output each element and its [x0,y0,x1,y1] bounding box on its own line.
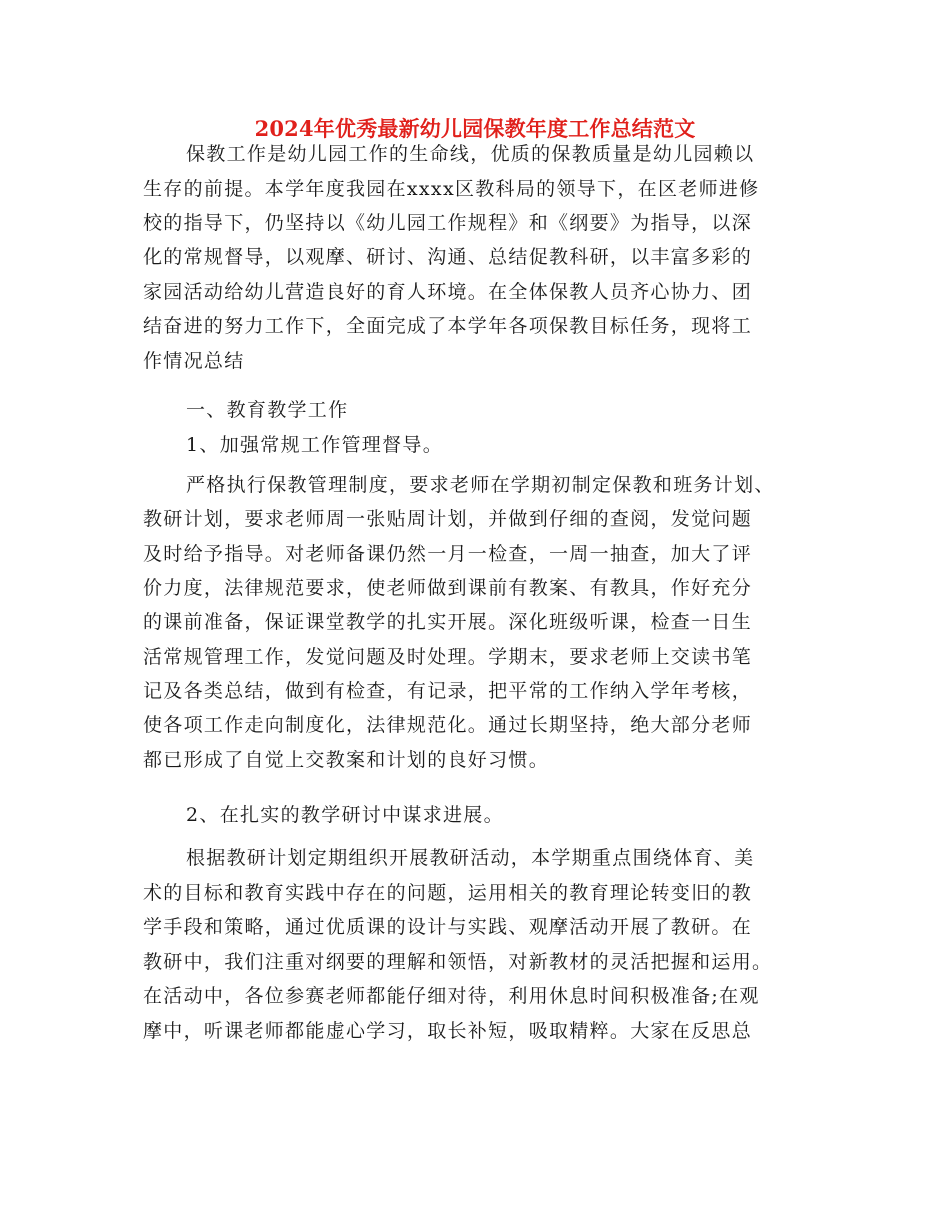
paragraph-line: 严格执行保教管理制度，要求老师在学期初制定保教和班务计划、 [186,474,775,496]
paragraph-line: 价力度，法律规范要求，使老师做到课前有教案、有教具，作好充分 [143,577,753,599]
paragraph-line: 根据教研计划定期组织开展教研活动，本学期重点围绕体育、美 [186,847,755,869]
paragraph-line: 生存的前提。本学年度我园在xxxx区教科局的领导下，在区老师进修 [143,178,760,200]
paragraph-line: 在活动中，各位参赛老师都能仔细对待，利用休息时间积极准备;在观 [143,985,760,1007]
paragraph-line: 家园活动给幼儿营造良好的育人环境。在全体保教人员齐心协力、团 [143,281,753,303]
paragraph-line: 使各项工作走向制度化，法律规范化。通过长期坚持，绝大部分老师 [143,714,753,736]
paragraph-line: 校的指导下，仍坚持以《幼儿园工作规程》和《纲要》为指导，以深 [143,212,753,234]
paragraph-line: 学手段和策略，通过优质课的设计与实践、观摩活动开展了教研。在 [143,916,753,938]
subsection-heading: 2、在扎实的教学研讨中谋求进展。 [186,804,504,826]
paragraph-line: 摩中，听课老师都能虚心学习，取长补短，吸取精粹。大家在反思总 [143,1020,753,1042]
paragraph-line: 及时给予指导。对老师备课仍然一月一检查，一周一抽查，加大了评 [143,543,753,565]
paragraph-line: 保教工作是幼儿园工作的生命线，优质的保教质量是幼儿园赖以 [186,143,755,165]
document-title: 2024年优秀最新幼儿园保教年度工作总结范文 [254,116,696,141]
paragraph-line: 都已形成了自觉上交教案和计划的良好习惯。 [143,749,550,771]
paragraph-line: 记及各类总结，做到有检查，有记录，把平常的工作纳入学年考核， [143,680,753,702]
section-heading: 一、教育教学工作 [186,399,349,421]
paragraph-line: 化的常规督导，以观摩、研讨、沟通、总结促教科研，以丰富多彩的 [143,246,753,268]
paragraph-line: 作情况总结 [143,350,245,372]
paragraph-line: 教研计划，要求老师周一张贴周计划，并做到仔细的查阅，发觉问题 [143,508,753,530]
paragraph-line: 的课前准备，保证课堂教学的扎实开展。深化班级听课，检查一日生 [143,611,753,633]
paragraph-line: 活常规管理工作，发觉问题及时处理。学期末，要求老师上交读书笔 [143,646,753,668]
paragraph-line: 结奋进的努力工作下，全面完成了本学年各项保教目标任务，现将工 [143,315,753,337]
subsection-heading: 1、加强常规工作管理督导。 [186,434,443,456]
paragraph-line: 教研中，我们注重对纲要的理解和领悟，对新教材的灵活把握和运用。 [143,951,773,973]
paragraph-line: 术的目标和教育实践中存在的问题，运用相关的教育理论转变旧的教 [143,882,753,904]
